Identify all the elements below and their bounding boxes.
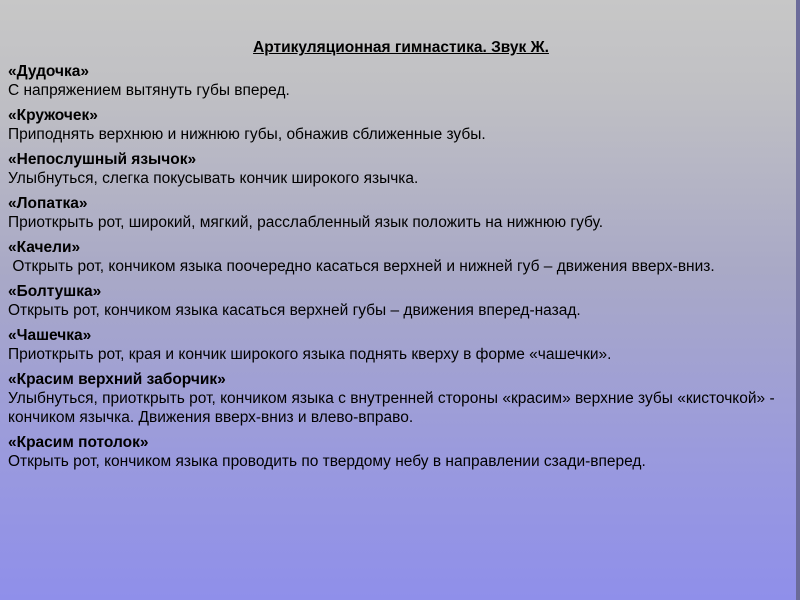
- exercise-name: «Болтушка»: [8, 283, 102, 300]
- exercise-item: [8, 326, 794, 364]
- exercise-description: Улыбнуться, приоткрыть рот, кончиком языка с внутренней стороны «красим» верхние зубы «кисточкой» - кончиком язычка. Движения вверх-вниз и влево-вправо.: [8, 390, 779, 426]
- exercise-description: Открыть рот, кончиком языка касаться верхней губы – движения вперед-назад.: [8, 302, 581, 319]
- exercise-description: Приоткрыть рот, широкий, мягкий, расслабленный язык положить на нижнюю губу.: [8, 214, 604, 231]
- exercise-name: «Качели»: [8, 239, 81, 256]
- exercise-name: «Лопатка»: [8, 195, 88, 212]
- exercise-name: «Красим верхний заборчик»: [8, 371, 226, 388]
- exercise-name: «Непослушный язычок»: [8, 151, 197, 168]
- exercise-description: Приподнять верхнюю и нижнюю губы, обнажив сближенные зубы.: [8, 126, 486, 143]
- exercise-description: Открыть рот, кончиком языка поочередно касаться верхней и нижней губ – движения вверх-вниз.: [8, 258, 715, 275]
- exercise-item: [8, 150, 794, 188]
- exercise-description: Приоткрыть рот, края и кончик широкого языка поднять кверху в форме «чашечки».: [8, 346, 612, 363]
- exercise-name: «Чашечка»: [8, 327, 92, 344]
- slide-title: Артикуляционная гимнастика. Звук Ж.: [253, 39, 549, 56]
- exercise-item: [8, 370, 794, 427]
- exercise-description: С напряжением вытянуть губы вперед.: [8, 82, 290, 99]
- exercise-name: «Дудочка»: [8, 63, 90, 80]
- slide-content: [8, 38, 794, 477]
- exercise-item: [8, 282, 794, 320]
- exercise-description: Открыть рот, кончиком языка проводить по твердому небу в направлении сзади-вперед.: [8, 453, 646, 470]
- exercise-item: [8, 433, 794, 471]
- exercise-item: [8, 238, 794, 276]
- exercise-item: [8, 194, 794, 232]
- exercise-item: [8, 106, 794, 144]
- exercise-name: «Красим потолок»: [8, 434, 149, 451]
- slide-right-edge: [796, 0, 800, 600]
- exercise-item: [8, 62, 794, 100]
- exercise-description: Улыбнуться, слегка покусывать кончик широкого язычка.: [8, 170, 419, 187]
- exercise-name: «Кружочек»: [8, 107, 98, 124]
